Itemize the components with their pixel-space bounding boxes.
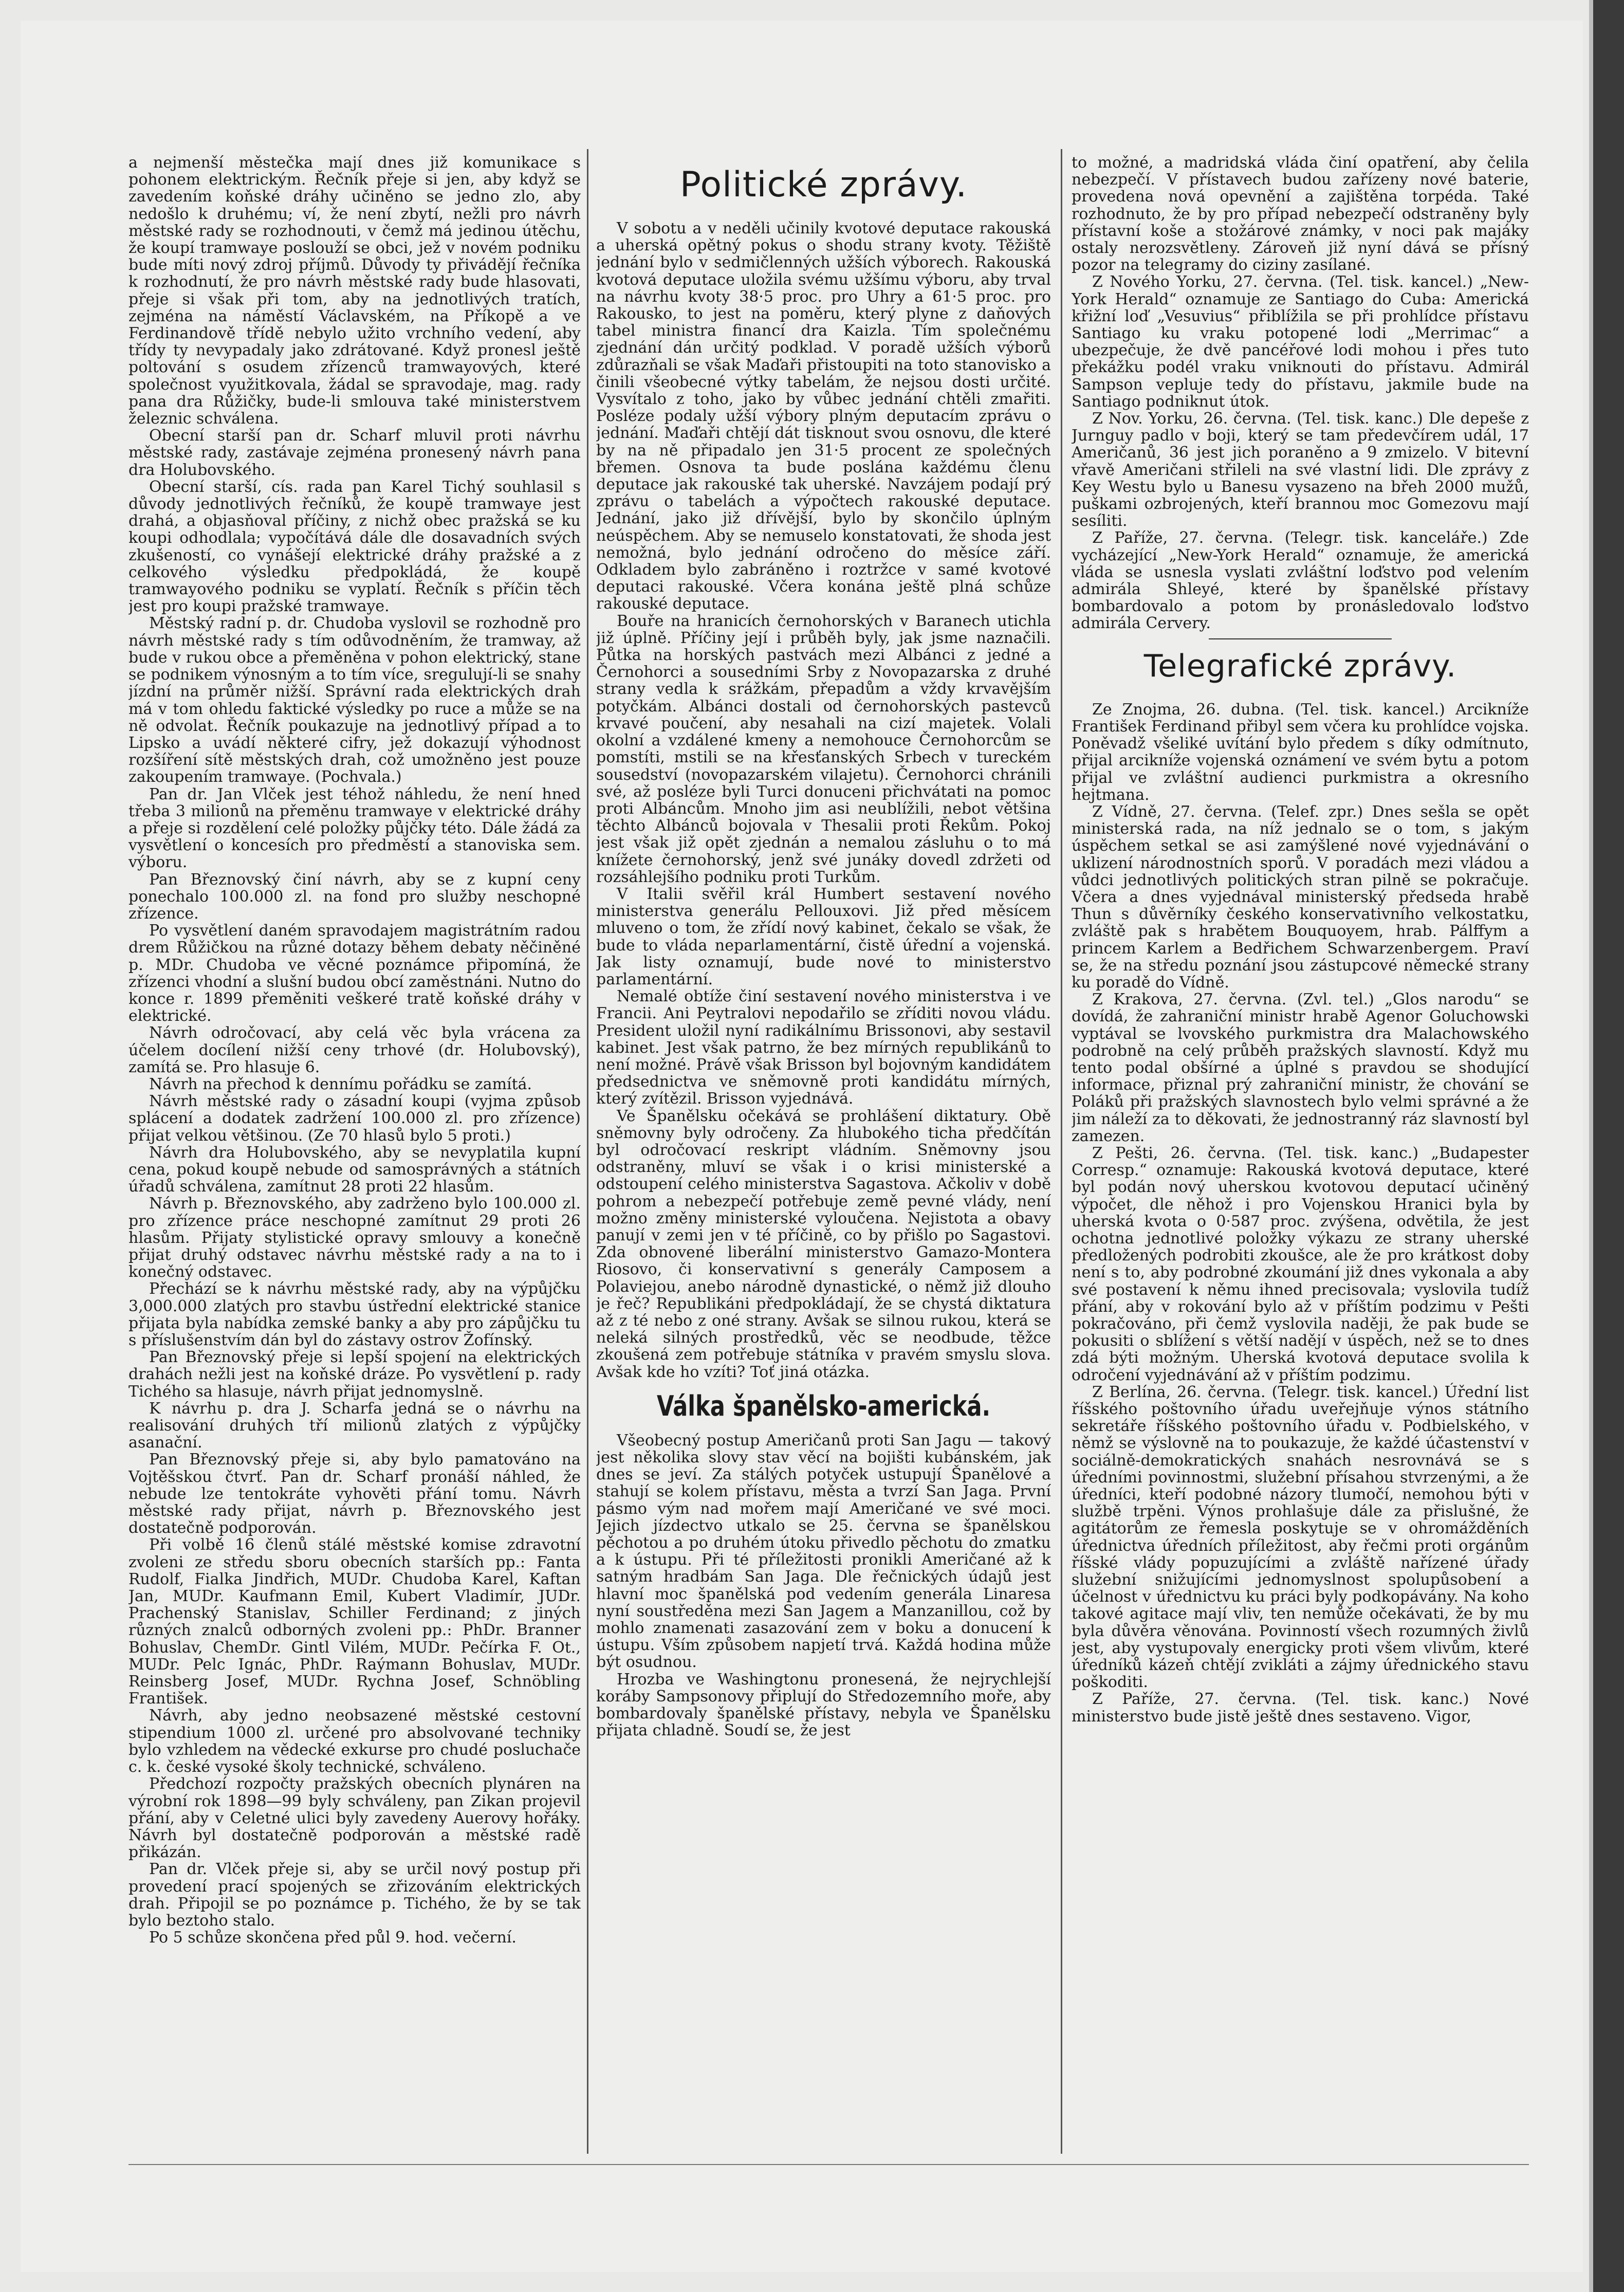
paragraph: V Italii svěřil král Humbert sestavení nového ministerstva generálu Pellouxovi. Již před měsícem mluveno o tom, že zřídí nový kabinet, čekalo se však, že bude to vláda neparlamentární, čistě úřední a vojenská. Jak listy oznamují, bude nové to ministerstvo parlamentární. xyxy=(596,885,1051,988)
paragraph: a nejmenší městečka mají dnes již komunikace s pohonem elektrickým. Řečník přeje si jen, aby když se zavedením koňské dráhy učiněno se jedno zlo, aby nedošlo k druhému; ví, že není zbytí, nežli pro návrh městské rady se rozhodnouti, v čemž má jedinou útěchu, že koupí tramwaye poslouží se obci, jež v novém podniku bude míti nový zdroj příjmů. Důvody ty přivádějí řečníka k rozhodnutí, že pro návrh městské rady bude hlasovati, přeje si však při tom, aby na jednotlivých tratích, zejména na náměstí Václavském, na Příkopě a ve Ferdinandově třídě nebylo užito vrchního vedení, aby třídy ty nevypadaly jako zdrátované. Když pronesl ještě poltování s osudem zřízenců tramwayových, které společnost využitkovala, žádal se spravodaje, mag. rady pana dra Růžičky, bude-li smlouva také ministerstvem železnic schválena. xyxy=(128,154,581,428)
paragraph: Ze Znojma, 26. dubna. (Tel. tisk. kancel.) Arcikníže František Ferdinand přibyl sem včera ku prohlídce vojska. Poněvadž všeliké uvítání bylo předem s díky odmítnuto, přijal arcikníže vojenská oznámení ve svém bytu a potom přijal ve zvláštní audienci purkmistra a okresního hejtmana. xyxy=(1072,700,1529,804)
paragraph: Po 5 schůze skončena před půl 9. hod. večerní. xyxy=(149,1929,516,1947)
paragraph: Městský radní p. dr. Chudoba vyslovil se rozhodně pro návrh městské rady s tím odůvodněním, že tramway, až bude v rukou obce a přeměněna v pohon elektrický, stane se podnikem výnosným a to tím více, sregulují-li se snahy jízdní na průměr nižší. Správní rada elektrických drah má v tom ohledu faktické výsledky po ruce a může se na ně odvolat. Řečník poukazuje na jednotlivý případ a to Lipsko a uvádí některé cifry, jež dokazují výhodnost rozšíření sítě městských drah, což umožněno jest pouze zakoupením tramwaye. (Pochvala.) xyxy=(128,614,581,786)
paragraph: Pan Březnovský přeje si, aby bylo pamatováno na Vojtěšskou čtvrť. Pan dr. Scharf pronáší náhled, že nebude lze tentokráte vyhověti přání tomu. Návrh městské rady přijat, návrh p. Březnovského jest dostatečně podporován. xyxy=(128,1451,581,1537)
paragraph: Obecní starší, cís. rada pan Karel Tichý souhlasil s důvody jednotlivých řečníků, že koupě tramwaye jest drahá, a objasňoval příčiny, z nichž obec pražská se ku koupi odhodlala; vypočítává dále dle dosavadních svých zkušeností, co vynášejí elektrické dráhy pražské a z celkového výsledku předpokládá, že koupě tramwayového podniku se vyplatí. Řečník s příčin těch jest pro koupi pražské tramwaye. xyxy=(128,478,581,616)
paragraph: Z Paříže, 27. června. (Telegr. tisk. kanceláře.) Zde vycházející „New-York Herald“ oznamuje, že americká vláda se usnesla vyslati zvláštní loďstvo pod velením admirála Shleyé, které by španělské přístavy bombardovalo a potom by pronásledovalo loďstvo admirála Cervery. xyxy=(1072,529,1529,633)
section-heading-political: Politické zprávy. xyxy=(679,164,968,205)
section-heading-war: Válka španělsko-americká. xyxy=(657,1389,990,1422)
paragraph: Z Krakova, 27. června. (Zvl. tel.) „Glos narodu“ se dovídá, že zahraniční ministr hrabě Agenor Goluchowski vyptával se lvovského purkmistra dra Malachowského podrobně na celý průběh pražských slavností. Když mu tento podal obšírné a úplné s pravdou se shodující informace, přiznal prý zahraniční ministr, že chování se Poláků při pražských slavnostech bylo velmi správné a že jim náleží za to děkovati, že jednostranný ráz slavností byl zamezen. xyxy=(1072,991,1529,1145)
page-edge-shadow xyxy=(1589,0,1593,2292)
paragraph: Při volbě 16 členů stálé městské komise zdravotní zvoleni ze středu sboru obecních starších pp.: Fanta Rudolf, Fialka Jindřich, MUDr. Chudoba Karel, Kaftan Jan, MUDr. Kaufmann Emil, Kubert Vladimír, JUDr. Prachenský Stanislav, Schiller Ferdinand; z jiných různých znalců odborných zvoleni pp.: PhDr. Branner Bohuslav, ChemDr. Gintl Vilém, MUDr. Pečírka F. Ot., MUDr. Pelc Ignác, PhDr. Raýmann Bohuslav, MUDr. Reinsberg Josef, MUDr. Rychna Josef, Schnöbling František. xyxy=(128,1536,581,1708)
paragraph: Z Nového Yorku, 27. června. (Tel. tisk. kancel.) „New-York Herald“ oznamuje ze Santiago do Cuba: Americká křižní loď „Vesuvius“ přiblížila se při prohlídce přístavu Santiago ku vraku potopené lodi „Merrimac“ a ubezpečuje, že dvě pancéřové lodi mohou i přes tuto překážku podél vraku vniknouti do přístavu. Admirál Sampson vepluje tedy do přístavu, jakmile bude na Santiago podniknut útok. xyxy=(1072,273,1529,411)
column-3 xyxy=(1072,154,1529,2154)
paragraph: Předchozí rozpočty pražských obecních plynáren na výrobní rok 1898—99 byly schváleny, pan Zikan projevil přání, aby v Celetné ulici byly zavedeny Auerovy hořáky. Návrh byl dostatečně podporován a městské radě přikázán. xyxy=(128,1775,581,1862)
column-1 xyxy=(128,154,581,2154)
paragraph: Návrh, aby jedno neobsazené městské cestovní stipendium 1000 zl. určené pro absolvované techniky bylo vzhledem na vědecké exkurse pro chudé posluchače c. k. české vysoké školy technické, schváleno. xyxy=(128,1707,581,1776)
paragraph: V sobotu a v neděli učinily kvotové deputace rakouská a uherská opětný pokus o shodu strany kvoty. Těžiště jednání bylo v sedmičlenných užších výborech. Rakouská kvotová deputace uložila svému užšímu výboru, aby trval na návrhu kvoty 38·5 proc. pro Uhry a 61·5 proc. pro Rakousko, to jest na poměru, který plyne z daňových tabel ministra financí dra Kaizla. Tím společnému zjednání dán určitý podklad. V poradě užších výborů zdůrazňali se však Maďaři přistoupiti na toto stanovisko a činili všeobecné výtky tabelám, že nejsou dosti určité. Vysvítalo z toho, jako by vůbec jednání chtěli zmařiti. Posléze podaly užší výbory plným deputacím zprávu o jednání. Maďaři chtějí dát tisknout svou osnovu, dle které by na ně připadalo jen 31·5 procent ze společných břemen. Osnova ta bude poslána každému členu deputace jak rakouské tak uherské. Navzájem podají prý zprávu o tabelách a výpočtech rakouské deputace. Jednání, jako již dřívější, bylo by skončilo úplným neúspěchem. Aby se nemuselo konstatovati, že shoda jest nemožná, bylo jednání odročeno do měsíce září. Odkladem bylo zabráněno i roztržce v samé kvotové deputaci rakouské. Včera konána ještě plná schůze rakouské deputace. xyxy=(596,219,1051,613)
paragraph: Návrh dra Holubovského, aby se nevyplatila kupní cena, pokud koupě nebude od samosprávných a státních úřadů schválena, zamítnut 28 proti 22 hlasům. xyxy=(128,1143,581,1196)
paragraph: Všeobecný postup Američanů proti San Jagu — takový jest několika slovy stav věcí na bojišti kubánském, jak dnes se jeví. Za stálých potyček ustupují Španělové a stahují se kolem přístavu, města a tvrzí San Jaga. První pásmo vým nad mořem mají Američané ve své moci. Jejich jízdectvo utkalo se 25. června se španělskou pěchotou a po druhém útoku přivedlo pěchotu do zmatku a k ústupu. Při té příležitosti pronikli Američané až k satným hradbám San Jaga. Dle řečnických údajů jest hlavní moc španělská pod vedením generála Linaresa nyní soustředěna mezi San Jagem a Manzanillou, což by mohlo znamenati zasazování zem v boku a donucení k ústupu. Vším způsobem napjetí trvá. Každá hodina může být osudnou. xyxy=(596,1431,1051,1672)
paragraph: Po vysvětlení daném spravodajem magistrátním radou drem Růžičkou na různé dotazy během debaty něčiněné p. MDr. Chudoba ve věcné poznámce připomíná, že zřízenci vhodní a slušní budou obcí zaměstnáni. Nutno do konce r. 1899 přeměniti veškeré tratě koňské dráhy v elektrické. xyxy=(128,922,581,1025)
paragraph: Návrh městské rady o zásadní koupi (vyjma způsob splácení a dodatek zadržení 100.000 zl. pro zřízence) přijat velkou většinou. (Ze 70 hlasů bylo 5 proti.) xyxy=(128,1092,581,1145)
paragraph: Pan Březnovský přeje si lepší spojení na elektrických drahách nežli jest na koňské dráze. Po vysvětlení p. rady Tichého sa hlasuje, návrh přijat jednomyslně. xyxy=(128,1348,581,1401)
paragraph: Návrh p. Březnovského, aby zadrženo bylo 100.000 zl. pro zřízence práce neschopné zamítnut 29 proti 26 hlasům. Přijaty stylistické opravy smlouvy a konečně přijat druhý odstavec návrhu městské rady a na to i konečný odstavec. xyxy=(128,1195,581,1281)
paragraph: Hrozba ve Washingtonu pronesená, že nejrychlejší koráby Sampsonovy připlují do Středozemního moře, aby bombardovaly španělské přístavy, nebyla ve Španělsku přijata chladně. Soudí se, že jest xyxy=(596,1670,1051,1740)
paragraph: Z Paříže, 27. června. (Tel. tisk. kanc.) Nové ministerstvo bude jistě ještě dnes sestaveno. Vigor, xyxy=(1072,1690,1529,1726)
paragraph: Z Pešti, 26. června. (Tel. tisk. kanc.) „Budapester Corresp.“ oznamuje: Rakouská kvotová deputace, které byl podán nový uherskou kvotovou deputací učiněný výpočet, dle něhož i pro Vojenskou Hranici byla by uherská kvota o 0·587 proc. zvýšena, odvětila, že jest ochotna jednotlivé položky výkazu ze strany uherské předložených podrobiti zkoušce, ale že pro krátkost doby není s to, aby podrobné zkoumání již dnes vykonala a aby své postavení k němu ihned precisovala; vyslovila tudíž přání, aby v rokování bylo až v příštím podzimu v Pešti pokračováno, při čemž vyslovila naději, že pak bude se pokusiti o sblížení s větší nadějí v úspěch, než se to dnes zdá býti možným. Uherská kvotová deputace svolila k odročení vyjednávání až v příštím podzimu. xyxy=(1072,1144,1529,1384)
paragraph: K návrhu p. dra J. Scharfa jedná se o návrhu na realisování druhých tří milionů zlatých z výpůjčky asanační. xyxy=(128,1399,581,1452)
column-rule-1 xyxy=(587,149,588,2154)
paragraph: Návrh odročovací, aby celá věc byla vrácena za účelem docílení nižší ceny trhové (dr. Holubovský), zamítá se. Pro hlasuje 6. xyxy=(128,1024,581,1076)
paragraph: to možné, a madridská vláda činí opatření, aby čelila nebezpečí. V přístavech budou zařízeny nové baterie, provedena nová opevnění a zajištěna torpéda. Také rozhodnuto, že by pro případ nebezpečí odstraněny byly přístavní koše a stožárové známky, v noci pak majáky ostaly nerozsvětleny. Zároveň již nyní dává se přísný pozor na telegramy do ciziny zasílané. xyxy=(1072,154,1529,274)
bottom-rule xyxy=(128,2164,1529,2165)
column-2 xyxy=(596,154,1051,2154)
section-divider xyxy=(1209,638,1392,639)
paragraph: Přechází se k návrhu městské rady, aby na výpůjčku 3,000.000 zlatých pro stavbu ústřední elektrické stanice přijata byla nabídka zemské banky a aby pro zápůjčku tu s příslušenstvím dán byl do zástavy ostrov Žofínský. xyxy=(128,1280,581,1350)
paragraph: Obecní starší pan dr. Scharf mluvil proti návrhu městské rady, zastávaje zejména pronesený návrh pana dra Holubovského. xyxy=(128,427,581,479)
paragraph: Pan dr. Jan Vlček jest téhož náhledu, že není hned třeba 3 milionů na přeměnu tramwaye v elektrické dráhy a přeje si rozdělení celé položky půjčky této. Dále žádá za vysvětlení o koncesích pro předměstí a stanoviska sem. výboru. xyxy=(128,785,581,872)
paragraph: Nemalé obtíže činí sestavení nového ministerstva i ve Francii. Ani Peytralovi nepodařilo se zříditi novou vládu. President uložil nyní radikálnímu Brissonovi, aby sestavil kabinet. Jest však patrno, že bez mírných republikánů to není možné. Právě však Brisson byl bojovným kandidátem předsednictva ve sněmovně proti kandidátu mírných, který zvítězil. Brisson vyjednává. xyxy=(596,987,1051,1108)
paragraph: Ve Španělsku očekává se prohlášení diktatury. Obě sněmovny byly odročeny. Za hlubokého ticha předčítán byl odročovací reskript vládním. Sněmovny jsou odstraněny, mluví se však i o krisi ministerské a odstoupení celého ministerstva Sagastova. Ačkoliv v době pohrom a nebezpečí potřebuje země pevné vlády, není možno změny ministerské vyloučena. Nejistota a obavy panují v zemi jen v té příčině, co by přišlo po Sagastovi. Zda obnovené liberální ministerstvo Gamazo-Montera Riosovo, či konservativní s generály Camposem a Polaviejou, anebo národně dynastické, o němž již dlouho je řeč? Republikáni předpokládají, že se chystá diktatura až z té nebo z oné strany. Avšak se silnou rukou, která se neleká silných prostředků, věc se neodbude, těžce zkoušená zem potřebuje státníka v pravém smyslu slova. Avšak kde ho vzíti? Toť jiná otázka. xyxy=(596,1107,1051,1381)
scan-border xyxy=(1593,0,1624,2292)
section-heading-telegraph: Telegrafické zprávy. xyxy=(1143,648,1457,684)
paragraph: Bouře na hranicích černohorských v Baranech utichla již úplně. Příčiny její i průběh byly, jak jsme naznačili. Půtka na horských pastvách mezi Albánci z jedné a Černohorci a sousedními Srby z Novopazarska z druhé strany vedla k srážkám, přepadům a vždy krvavějším potyčkám. Albánci dostali od černohorských pastevců krvavé poučení, aby nesahali na cizí majetek. Volali okolní a vzdálené kmeny a nemohouce Černohorcům se pomstíti, mstili se na křesťanských Srbech v tureckém sousedství (novopazarském vilajetu). Černohorci chránili své, až posléze byli Turci donuceni přichvátati na pomoc proti Albáncům. Mnoho jim asi neublížili, nebot většina těchto Albánců bojovala v Thesalii proti Řekům. Pokoj jest však již opět zjednán a nemalou zásluhu o to má knížete černohorský, jenž své junáky dovedl zdržeti od rozsáhlejšího podniku proti Turkům. xyxy=(596,612,1051,886)
paragraph: Návrh na přechod k dennímu pořádku se zamítá. xyxy=(149,1075,532,1093)
paragraph: Pan dr. Vlček přeje si, aby se určil nový postup při provedení prací spojených se zřizováním elektrických drah. Připojil se po poznámce p. Tichého, že by se tak bylo beztoho stalo. xyxy=(128,1860,581,1930)
paragraph: Z Berlína, 26. června. (Telegr. tisk. kancel.) Úřední list říšského poštovního úřadu uveřejňuje výnos státního sekretáře říšského poštovního úřadu v. Podbielského, v němž se výslovně na to poukazuje, že každé účastenství v sociálně-demokratických snahách nesrovnává se s úředními povinnostmi, služební přísahou stvrzenými, a že úředníci, kteří podobné názory tlumočí, nemohou býti v službě trpěni. Výnos prohlašuje dále za přislušné, že agitátorům ze řemesla poskytuje se v ohromážděních úřednictva úředních příležitost, aby řečmi proti orgánům říšské vlády popuzujícími a zvláště nařízené úřady služební snižujícími jednomyslnost spolupůsobení a účelnost v úřednictvu ku práci byly podkopávány. Na koho takové agitace mají vliv, ten nemůže očekávati, že by mu byla důvěra věnována. Povinností všech rozumných živlů jest, aby vystupovaly energicky proti všem vlivům, které úředníků kázeň chtějí zvikláti a zájmy úřednického stavu poškoditi. xyxy=(1072,1383,1529,1692)
paragraph: Z Nov. Yorku, 26. června. (Tel. tisk. kanc.) Dle depeše z Jurnguy padlo v boji, který se tam předevčírem udál, 17 Američanů, 36 jest jich poraněno a 9 zmizelo. V bitevní vřavě Američani střileli na své vlastní lidi. Dle zprávy z Key Westu bylo u Banesu vysazeno na břeh 2000 mužů, puškami ozbrojených, kteří brannou moc Gomezovu mají sesíliti. xyxy=(1072,410,1529,530)
column-rule-2 xyxy=(1061,149,1062,2154)
paragraph: Z Vídně, 27. června. (Telef. zpr.) Dnes sešla se opět ministerská rada, na níž jednalo se o tom, s jakým úspěchem setkal se asi zamýšlené nové vyjednávání o uklizení národnostních sporů. V poradách mezi vládou a vůdci jednotlivých politických stran pilně se pokračuje. Včera a dnes vyjednával ministerský předseda hrabě Thun s důvěrníky českého konservativního velkostatku, zvláště pak s hrabětem Bouquoyem, hrab. Pálffym a princem Karlem a Bedřichem Schwarzenbergem. Praví se, že na středu poznání jsou zástupcové německé strany ku poradě do Vídně. xyxy=(1072,802,1529,992)
paragraph: Pan Březnovský činí návrh, aby se z kupní ceny ponechalo 100.000 zl. na fond pro služby neschopné zřízence. xyxy=(128,870,581,923)
